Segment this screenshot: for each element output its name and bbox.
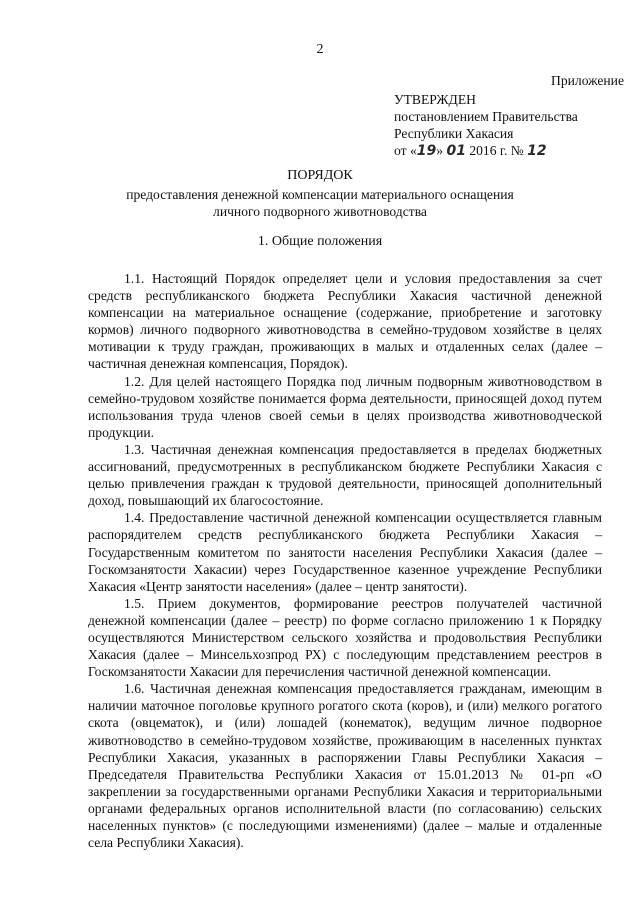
paragraph-1-6: 1.6. Частичная денежная компенсация предоставляется гражданам, имеющим в наличии маточное поголовье крупного рогатого скота (коров), и (или) мелкого рогатого скота (овцематок), и (или) лошадей (конематок), ведущим личное подворное животноводство в семейно-трудовом хозяйстве, проживающим в населенных пунктах Республики Хакасия, указанных в распоряжении Главы Республики Хакасия – Председателя Правительства Республики Хакасия от 15.01.2013 № 01-рп «О закреплении за государственными органами Республики Хакасия и территориальными органами федеральных органов исполнительной власти (по согласованию) сельских населенных пунктов» (с последующими изменениями) (далее – малые и отдаленные села Республики Хакасия). <box>88 681 602 851</box>
approval-date-line <box>394 142 624 160</box>
handwritten-day: 19 <box>416 143 437 159</box>
date-mid: » <box>436 143 447 158</box>
handwritten-doc-number: 12 <box>527 143 547 159</box>
paragraph-1-4: 1.4. Предоставление частичной денежной компенсации осуществляется главным распорядителем средств республиканского бюджета Республики Хакасия – Государственным комитетом по занятости населения Республики Хакасия (далее – Госкомзанятости Хакасии) через Государственное казенное учреждение Республики Хакасия «Центр занятости населения» (далее – центр занятости). <box>88 510 602 594</box>
handwritten-month: 01 <box>446 143 466 159</box>
date-year: 2016 г. № <box>465 143 528 158</box>
approved-label: УТВЕРЖДЕН <box>394 92 476 107</box>
appendix-label: Приложение <box>551 73 624 88</box>
paragraph-1-1: 1.1. Настоящий Порядок определяет цели и условия предоставления за счет средств республиканского бюджета Республики Хакасия частичной денежной компенсации на материальное оснащение (содержание, приобретение и заготовку кормов) личного подворного животноводства в семейно-трудовом хозяйстве в целях мотивации к труду граждан, проживающих в малых и отдаленных селах (далее – частичная денежная компенсация, Порядок). <box>88 271 602 372</box>
approved-by-line1: постановлением Правительства <box>394 109 578 124</box>
body-text <box>88 270 602 851</box>
paragraph-1-5: 1.5. Прием документов, формирование реестров получателей частичной денежной компенсации (далее – реестр) по форме согласно приложению 1 к Порядку осуществляются Министерством сельского хозяйства и продовольствия Республики Хакасия (далее – Минсельхозпрод РХ) с последующим представлением реестров в Госкомзанятости Хакасии для перечисления частичной денежной компенсации. <box>88 595 602 680</box>
page-number: 2 <box>316 42 324 57</box>
document-subtitle: предоставления денежной компенсации материального оснащения личного подворного животноводства <box>126 187 514 219</box>
paragraph-1-3: 1.3. Частичная денежная компенсация предоставляется в пределах бюджетных ассигнований, предусмотренных в республиканском бюджете Республики Хакасия с целью привлечения граждан к трудовой деятельности, приносящей дополнительный доход, повышающий их благосостояние. <box>88 441 602 509</box>
approval-block <box>394 72 624 160</box>
date-prefix: от « <box>394 143 417 158</box>
section-heading: 1. Общие положения <box>257 234 383 249</box>
approved-by-line2: Республики Хакасия <box>394 126 514 141</box>
document-title: ПОРЯДОК <box>287 168 353 183</box>
paragraph-1-2: 1.2. Для целей настоящего Порядка под личным подворным животноводством в семейно-трудовом хозяйстве понимается форма деятельности, приносящей доход путем использования труда членов своей семьи в целях производства животноводческой продукции. <box>88 373 602 440</box>
